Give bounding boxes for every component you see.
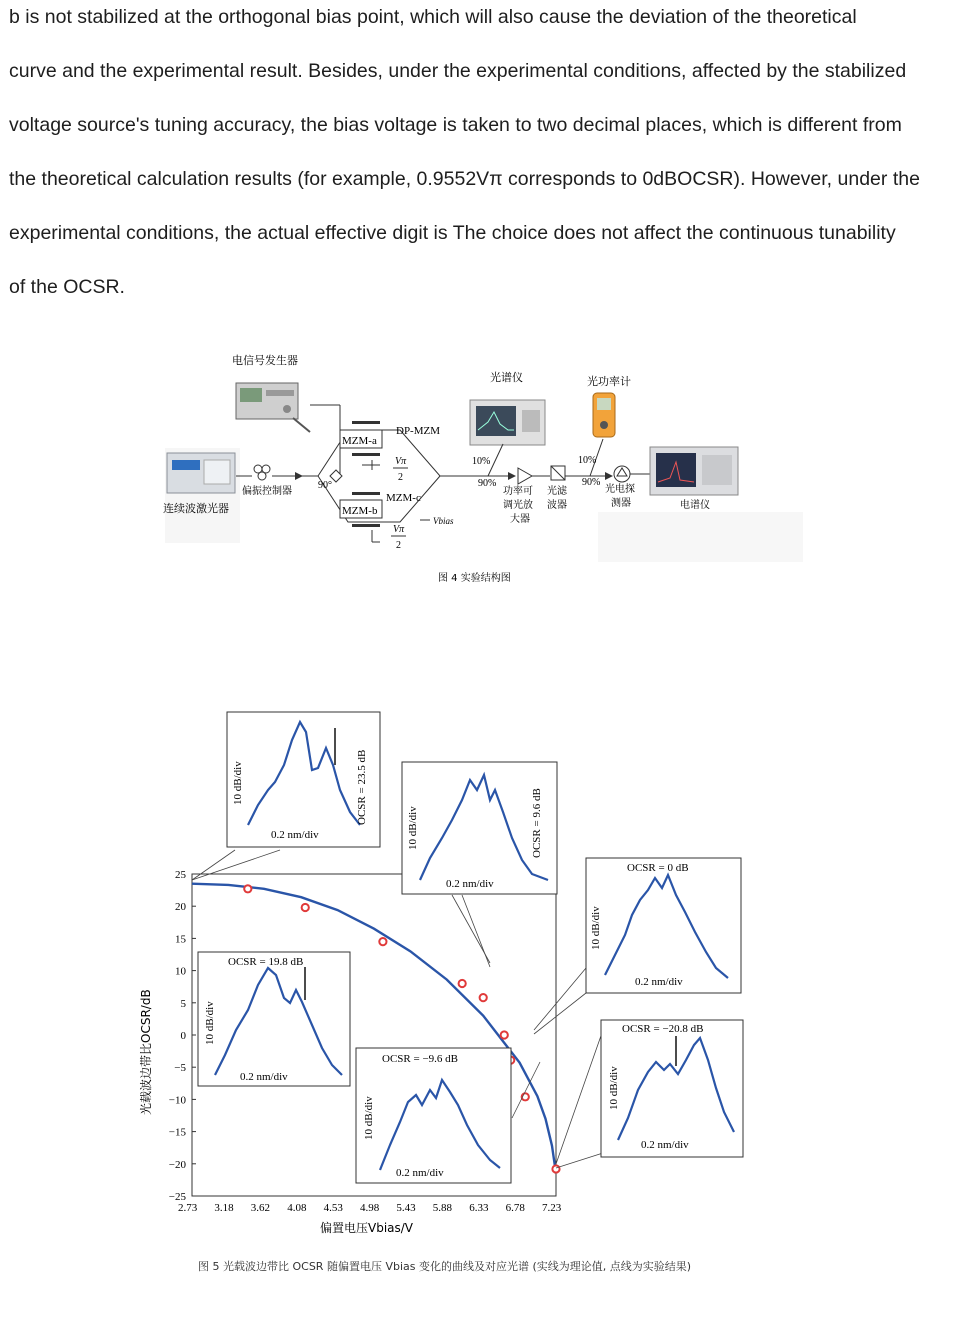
- edfa-label-2: 调光放: [503, 500, 533, 511]
- polarization-controller-label: 偏振控制器: [242, 486, 292, 497]
- paragraph-line: curve and the experimental result. Besides, under the experimental conditions, affected by the stabilized: [9, 60, 907, 82]
- paragraph-line: experimental conditions, the actual effective digit is The choice does not affect the continuous tunability: [9, 222, 896, 244]
- inset-ocsr-23-5: [227, 712, 380, 847]
- vpi-lower-den: 2: [396, 540, 401, 551]
- x-tick-label: 4.53: [323, 1202, 343, 1214]
- osa-icon: [470, 400, 545, 445]
- y-tick-label: 20: [175, 901, 186, 914]
- paragraph-line: voltage source's tuning accuracy, the bias voltage is taken to two decimal places, which is different from: [9, 114, 902, 136]
- inset-ocsr-label: OCSR = −20.8 dB: [622, 1023, 704, 1035]
- inset-ydiv: 10 dB/div: [590, 906, 602, 950]
- x-tick-label: 7.23: [542, 1202, 562, 1214]
- figure5-caption: 图 5 光载波边带比 OCSR 随偏置电压 Vbias 变化的曲线及对应光谱 (实线为理论值, 点线为实验结果): [198, 1260, 692, 1273]
- electrode: [352, 421, 380, 424]
- inset-ocsr-19-8: [198, 952, 350, 1086]
- pd-label-1: 光电探: [605, 484, 635, 495]
- vpi-lower: Vπ: [393, 524, 405, 535]
- mzm-b-label: MZM-b: [342, 505, 378, 517]
- inset-xdiv: 0.2 nm/div: [641, 1139, 689, 1151]
- inset-ocsr-neg-9-6: [356, 1048, 511, 1183]
- inset-xdiv: 0.2 nm/div: [240, 1071, 288, 1083]
- y-tick-label: 0: [180, 1030, 186, 1042]
- power-meter-label: 光功率计: [587, 375, 631, 388]
- y-tick-label: −10: [168, 1094, 186, 1107]
- x-tick-label: 4.98: [360, 1202, 380, 1214]
- x-tick-label: 5.43: [396, 1202, 416, 1214]
- electrode: [352, 492, 380, 495]
- polarization-controller-icon: [254, 465, 270, 480]
- figure4-diagram: [163, 353, 803, 584]
- split-10-label-2: 10%: [578, 455, 597, 466]
- paragraph-line: b is not stabilized at the orthogonal bias point, which will also cause the deviation of the theoretical: [9, 6, 857, 28]
- dpmzm-label: DP-MZM: [396, 425, 441, 437]
- esa-label: 电谱仪: [680, 500, 710, 511]
- filter-label-1: 光滤: [547, 486, 567, 497]
- electrode: [352, 524, 380, 527]
- signal-generator-icon: [236, 383, 310, 432]
- inset-ocsr-label: OCSR = 19.8 dB: [228, 956, 304, 968]
- inset-ydiv: 10 dB/div: [204, 1001, 216, 1045]
- power-meter-icon: [593, 393, 615, 437]
- experiment-point: [552, 1165, 559, 1172]
- laser-icon: [167, 453, 235, 493]
- esa-icon: [650, 447, 738, 495]
- y-tick-label: −15: [168, 1126, 186, 1139]
- experiment-point: [501, 1031, 508, 1038]
- inset-ocsr-neg-20-8: [601, 1020, 743, 1157]
- x-tick-label: 6.33: [469, 1202, 489, 1214]
- laser-label: 连续波激光器: [163, 502, 229, 515]
- vpi-upper: Vπ: [395, 456, 407, 467]
- paragraph-line: the theoretical calculation results (for example, 0.9552Vπ corresponds to 0dBOCSR). However, under the: [9, 168, 920, 190]
- x-axis-label: 偏置电压Vbias/V: [320, 1221, 414, 1235]
- inset-ocsr-label: OCSR = 23.5 dB: [356, 749, 368, 825]
- amplifier-icon: [518, 468, 532, 484]
- inset-ocsr-label: OCSR = −9.6 dB: [382, 1053, 458, 1065]
- inset-ydiv: 10 dB/div: [363, 1096, 375, 1140]
- pd-label-2: 测器: [611, 498, 631, 509]
- filter-label-2: 波器: [547, 500, 567, 511]
- y-tick-label: −25: [168, 1191, 186, 1203]
- x-tick-label: 5.88: [432, 1202, 453, 1214]
- x-tick-label: 6.78: [505, 1202, 525, 1214]
- signal-generator-label: 电信号发生器: [232, 354, 298, 367]
- figure5-chart: [138, 712, 743, 1235]
- y-tick-label: −20: [168, 1158, 186, 1171]
- y-tick-label: 25: [175, 869, 186, 881]
- inset-ydiv: 10 dB/div: [608, 1066, 620, 1110]
- inset-xdiv: 0.2 nm/div: [635, 976, 683, 988]
- x-tick-label: 3.62: [250, 1202, 271, 1214]
- vbias-label: Vbias: [433, 516, 454, 526]
- inset-ocsr-label: OCSR = 0 dB: [627, 862, 689, 874]
- dpmzm-upper-arm: [302, 430, 470, 476]
- esa-panel: [598, 512, 803, 562]
- edfa-label-1: 功率可: [503, 486, 533, 497]
- inset-ocsr-9-6: [402, 762, 557, 894]
- mzm-a-label: MZM-a: [342, 435, 377, 447]
- inset-xdiv: 0.2 nm/div: [271, 829, 319, 841]
- phase-90-label: 90°: [318, 480, 332, 491]
- x-ticks: [178, 1202, 562, 1214]
- inset-xdiv: 0.2 nm/div: [446, 878, 494, 890]
- x-tick-label: 3.18: [214, 1202, 234, 1214]
- y-axis-label: 光载波边带比OCSR/dB: [139, 989, 153, 1115]
- inset-xdiv: 0.2 nm/div: [396, 1167, 444, 1179]
- split-90-label-2: 90%: [582, 477, 601, 488]
- vpi-upper-den: 2: [398, 472, 403, 483]
- mzm-c-label: MZM-c: [386, 492, 421, 504]
- y-tick-label: 5: [180, 997, 186, 1010]
- figure4-caption: 图 4 实验结构图: [438, 573, 511, 584]
- paragraph-line: of the OCSR.: [9, 276, 125, 298]
- y-tick-label: 15: [175, 933, 186, 946]
- x-tick-label: 4.08: [287, 1202, 307, 1214]
- osa-label: 光谱仪: [490, 371, 523, 384]
- x-tick-label: 2.73: [178, 1202, 198, 1214]
- experiment-point: [244, 885, 251, 892]
- experiment-point: [302, 904, 309, 911]
- split-10-label: 10%: [472, 456, 491, 467]
- inset-ydiv: 10 dB/div: [232, 761, 244, 805]
- split-90-label: 90%: [478, 478, 497, 489]
- electrode: [352, 453, 380, 456]
- edfa-label-3: 大器: [510, 514, 530, 525]
- inset-ydiv: 10 dB/div: [407, 806, 419, 850]
- y-tick-label: −5: [174, 1062, 186, 1075]
- experiment-point: [459, 980, 466, 987]
- experiment-point: [480, 994, 487, 1001]
- inset-ocsr-label: OCSR = 9.6 dB: [531, 788, 543, 858]
- experiment-point: [379, 938, 386, 945]
- y-tick-label: 10: [175, 965, 186, 978]
- inset-ocsr-0: [586, 858, 741, 993]
